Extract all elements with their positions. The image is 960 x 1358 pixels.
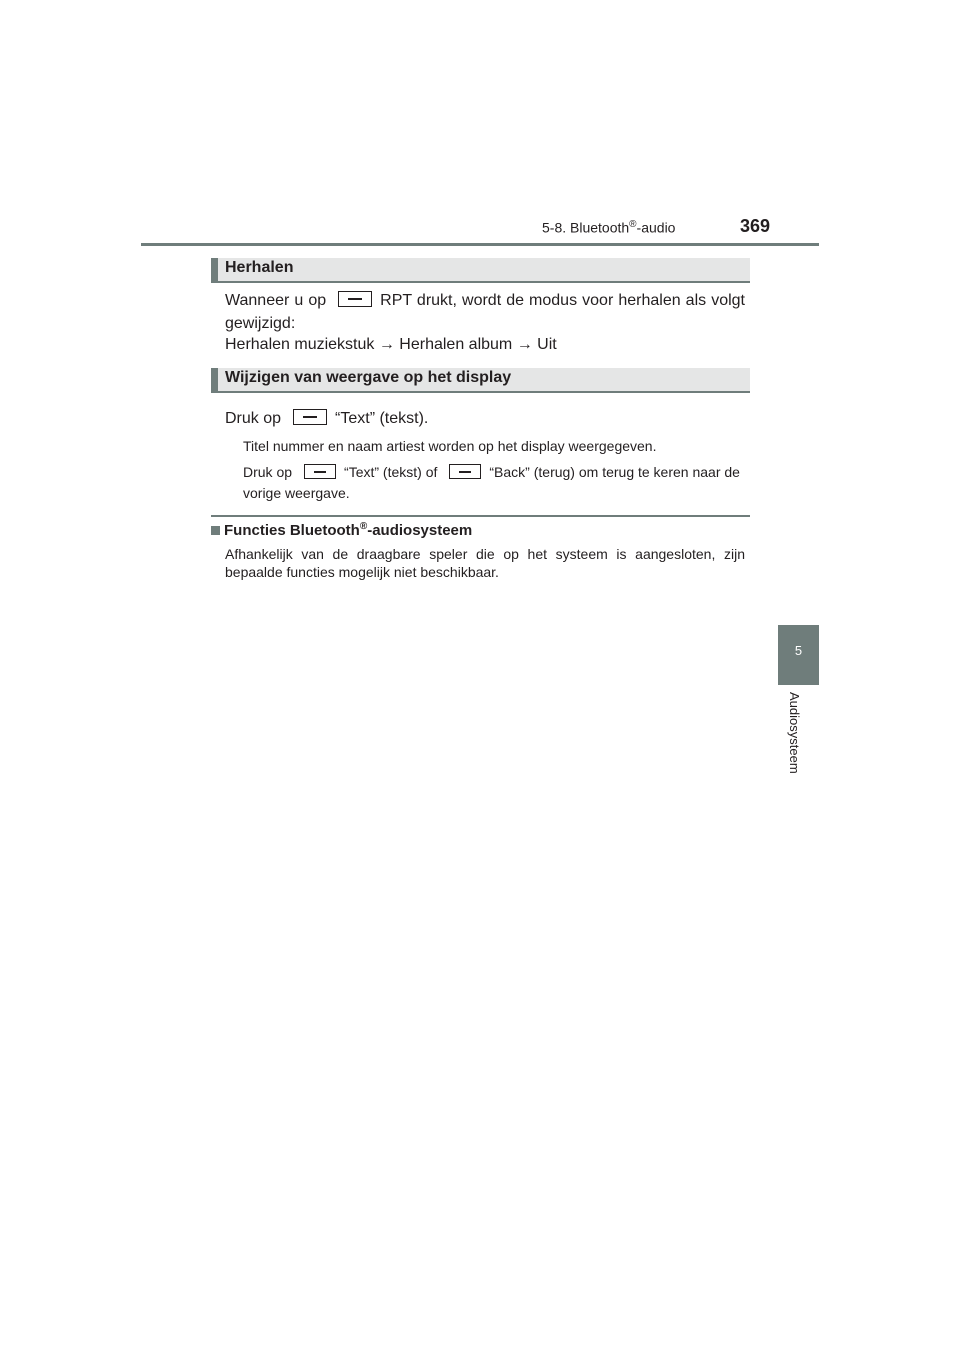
note-body: Afhankelijk van de draagbare speler die op het systeem is aangesloten, zijn bepaalde functies mogelijk niet beschikbaar. [225, 546, 745, 580]
control-button-icon [338, 291, 372, 307]
note-text: “Back” (terug) om terug te keren naar de vorige weergave. [243, 464, 740, 501]
note-heading [211, 521, 472, 539]
square-bullet-icon [211, 526, 220, 535]
section-heading-text: Wijzigen van weergave op het display [225, 369, 512, 386]
registered-mark: ® [629, 219, 637, 230]
repeat-sequence: Herhalen muziekstuk → Herhalen album → Uit [225, 336, 557, 353]
registered-mark: ® [359, 521, 368, 532]
note-text: “Text” (tekst) of [344, 464, 438, 480]
control-button-icon [293, 409, 327, 425]
section-header-prefix: 5-8. Bluetooth [542, 219, 630, 236]
instruction-text: Druk op [225, 410, 282, 427]
chapter-tab [778, 625, 819, 685]
section-header-suffix: -audio [636, 219, 676, 236]
section-heading-text: Herhalen [225, 259, 294, 276]
display-note: Titel nummer en naam artiest worden op het display weergegeven. [243, 438, 657, 454]
control-button-icon [449, 464, 481, 479]
control-button-icon [304, 464, 336, 479]
note-heading-suffix: -audiosysteem [367, 522, 473, 539]
note-text: Druk op [243, 464, 293, 480]
page-number: 369 [740, 216, 771, 236]
herhalen-instruction [225, 289, 745, 335]
chapter-label: Audiosysteem [787, 692, 802, 774]
instruction-text: RPT drukt, wordt de modus voor herhalen als volgt gewijzigd: [225, 292, 745, 332]
note-heading-prefix: Functies Bluetooth [224, 522, 360, 539]
header-divider [141, 243, 819, 246]
instruction-text: Wanneer u op [225, 292, 327, 309]
display-instruction [225, 407, 745, 430]
chapter-number: 5 [794, 643, 803, 658]
section-header [542, 219, 675, 236]
section-heading-display [211, 368, 750, 393]
display-return-note [243, 462, 745, 504]
instruction-text: “Text” (tekst). [335, 410, 429, 427]
section-heading-herhalen [211, 258, 750, 283]
section-divider [211, 515, 750, 517]
